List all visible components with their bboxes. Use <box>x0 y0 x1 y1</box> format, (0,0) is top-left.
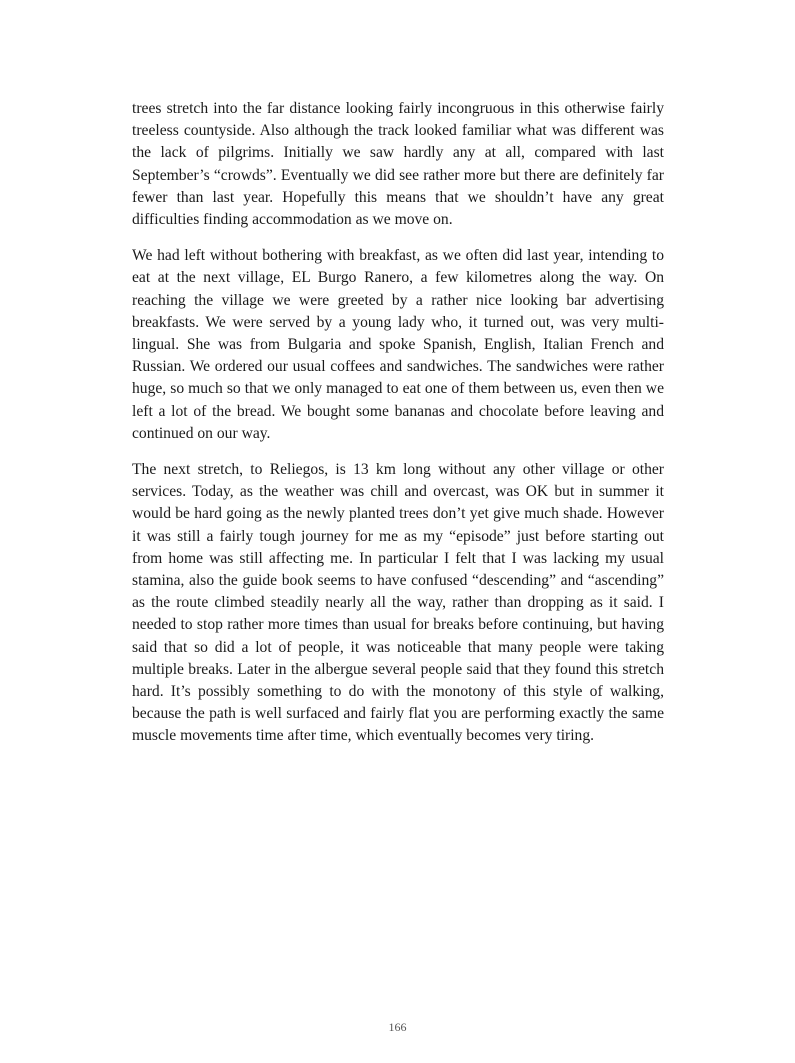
paragraph-2: We had left without bothering with breakfast, as we often did last year, intending to eat at the next village, EL Burgo Ranero, a few kilometres along the way. On reaching the village we were greeted by a rather nice looking bar advertising breakfasts. We were served by a young lady who, it turned out, was very multi-lingual. She was from Bulgaria and spoke Spanish, English, Italian French and Russian. We ordered our usual coffees and sandwiches. The sandwiches were rather huge, so much so that we only managed to eat one of them between us, even then we left a lot of the bread. We bought some bananas and chocolate before leaving and continued on our way. <box>132 247 664 442</box>
paragraph-3: The next stretch, to Reliegos, is 13 km long without any other village or other services. Today, as the weather was chill and overcast, was OK but in summer it would be hard going as the newly planted trees don’t yet give much shade. However it was still a fairly tough journey for me as my “episode” just before starting out from home was still affecting me. In particular I felt that I was lacking my usual stamina, also the guide book seems to have confused “descending” and “ascending” as the route climbed steadily nearly all the way, rather than dropping as it said. I needed to stop rather more times than usual for breaks before continuing, but having said that so did a lot of people, it was noticeable that many people were taking multiple breaks. Later in the albergue several people said that they found this stretch hard. It’s possibly something to do with the monotony of this style of walking, because the path is well surfaced and fairly flat you are performing exactly the same muscle movements time after time, which eventually becomes very tiring. <box>132 461 664 745</box>
page-number: 166 <box>388 1020 407 1034</box>
paragraph-1: trees stretch into the far distance looking fairly incongruous in this otherwise fairly treeless countyside. Also although the track looked familiar what was different was the lack of pilgrims. Initially we saw hardly any at all, compared with last September’s “crowds”. Eventually we did see rather more but there are definitely far fewer than last year. Hopefully this means that we shouldn’t have any great difficulties finding accommodation as we move on. <box>132 100 664 229</box>
body-text <box>132 98 664 762</box>
